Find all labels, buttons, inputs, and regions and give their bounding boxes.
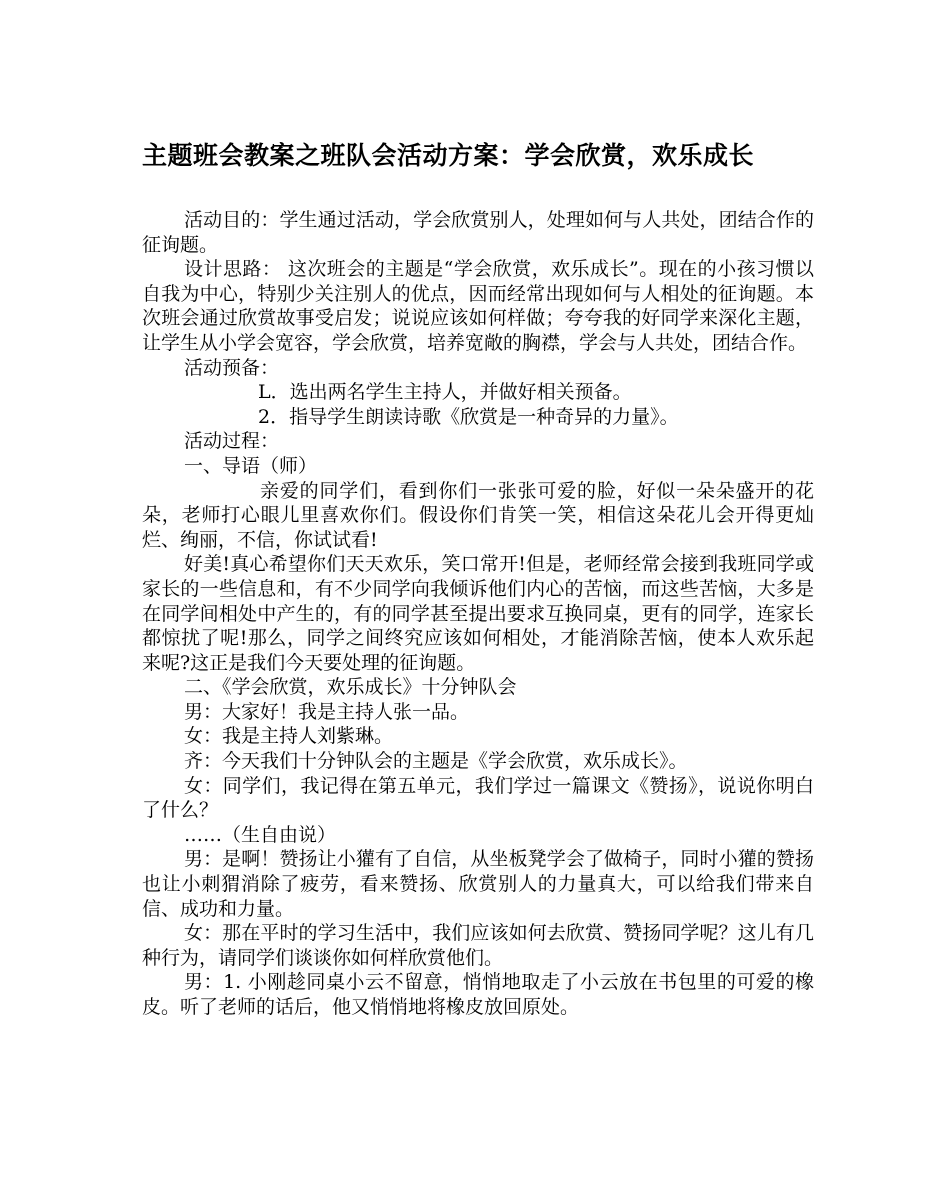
dialogue-line: ……（生自由说） [184, 823, 337, 846]
paragraph-intro-body: 好美!真心希望你们天天欢乐，笑口常开!但是，老师经常会接到我班同学或家长的一些信息和，有不少同学向我倾诉他们内心的苦恼，而这些苦恼，大多是在同学间相处中产生的，有的同学甚至提出要求互换同桌，更有的同学，连家长都惊扰了呢!那么，同学之间终究应该如何相处，才能消除苦恼，使本人欢乐起来呢?这正是我们今天要处理的征询题。 [142, 553, 814, 674]
paragraph-process-heading: 活动过程： [184, 430, 280, 453]
document-title: 主题班会教案之班队会活动方案：学会欣赏，欢乐成长 [142, 141, 755, 170]
paragraph-activity-goal: 活动目的：学生通过活动，学会欣赏别人，处理如何与人共处，团结合作的征询题。 [142, 209, 814, 256]
dialogue-line: 男：是啊！赞扬让小獾有了自信，从坐板凳学会了做椅子，同时小獾的赞扬也让小刺猬消除了疲劳，看来赞扬、欣赏别人的力量真大，可以给我们带来自信、成功和力量。 [142, 848, 814, 920]
section-heading-intro: 一、导语（师） [184, 454, 318, 477]
preparation-item-2: 2．指导学生朗读诗歌《欣赏是一种奇异的力量》。 [258, 405, 679, 428]
dialogue-line: 女：那在平时的学习生活中，我们应该如何去欣赏、赞扬同学呢？这儿有几种行为，请同学们谈谈你如何样欣赏他们。 [142, 922, 814, 969]
preparation-item-1: L．选出两名学生主持人，并做好相关预备。 [258, 381, 632, 404]
paragraph-preparation-heading: 活动预备： [184, 356, 280, 379]
dialogue-line: 齐：今天我们十分钟队会的主题是《学会欣赏，欢乐成长》。 [184, 750, 688, 773]
document-body [142, 208, 814, 1020]
dialogue-line: 男：大家好！我是主持人张一品。 [184, 700, 470, 723]
dialogue-line: 男：1. 小刚趁同桌小云不留意，悄悄地取走了小云放在书包里的可爱的橡皮。听了老师的话后，他又悄悄地将橡皮放回原处。 [142, 971, 814, 1018]
paragraph-intro-greeting: 亲爱的同学们，看到你们一张张可爱的脸，好似一朵朵盛开的花朵，老师打心眼儿里喜欢你们。假设你们肯笑一笑，相信这朵花儿会开得更灿烂、绚丽，不信，你试试看! [142, 479, 814, 551]
section-heading-meeting: 二、《学会欣赏，欢乐成长》十分钟队会 [184, 676, 517, 699]
dialogue-line: 女：我是主持人刘紫琳。 [184, 725, 394, 748]
dialogue-line: 女：同学们，我记得在第五单元，我们学过一篇课文《赞扬》，说说你明白了什么？ [142, 774, 814, 822]
paragraph-design-idea: 设计思路： 这次班会的主题是“学会欣赏，欢乐成长”。现在的小孩习惯以自我为中心，特别少关注别人的优点，因而经常出现如何与人相处的征询题。本次班会通过欣赏故事受启发；说说应该如何样做；夸夸我的好同学来深化主题，让学生从小学会宽容，学会欣赏，培养宽敞的胸襟，学会与人共处，团结合作。 [142, 258, 814, 354]
